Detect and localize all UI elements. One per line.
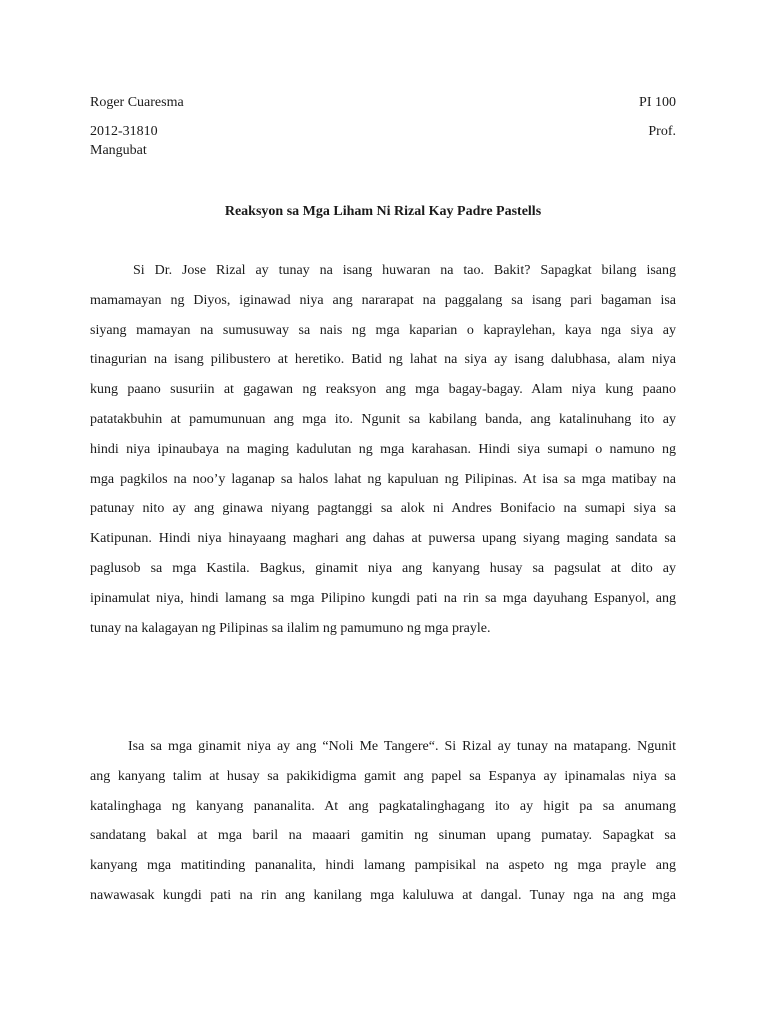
header-row-1 [90, 95, 676, 111]
student-number: 2012-31810 [90, 124, 158, 139]
paragraph-line: sandatang bakal at mga baril na maaari gamitin ng sinuman upang pumatay. Sapagkat sa [90, 828, 676, 844]
paragraph-2 [90, 732, 676, 911]
paragraph-line: mga pagkilos na noo’y laganap sa halos lahat ng kapuluan ng Pilipinas. At isa sa mga matibay na [90, 471, 676, 487]
paragraph-line: patunay nito ay ang ginawa niyang pagtanggi sa alok ni Andres Bonifacio na sumapi siya sa [90, 501, 676, 517]
paragraph-line: kung paano susuriin at gagawan ng reaksyon ang mga bagay-bagay. Alam niya kung paano [90, 382, 676, 398]
paragraph-line: kanyang mga matitinding pananalita, hindi lamang pampisikal na aspeto ng mga prayle ang [90, 858, 676, 874]
paragraph-line: nawawasak kungdi pati na rin ang kanilang mga kaluluwa at dangal. Tunay nga na ang mga [90, 887, 676, 903]
paragraph-line: ang kanyang talim at husay sa pakikidigma gamit ang papel sa Espanya ay ipinamalas niya sa [90, 768, 676, 784]
instructor-name: Mangubat [90, 143, 147, 158]
header-row-2 [90, 124, 676, 140]
paragraph-line: tunay na kalagayan ng Pilipinas sa ilalim ng pamumuno ng mga prayle. [90, 620, 491, 636]
paragraph-line: Isa sa mga ginamit niya ay ang “Noli Me Tangere“. Si Rizal ay tunay na matapang. Ngunit [128, 739, 676, 754]
course-code: PI 100 [639, 95, 676, 110]
paragraph-line: patatakbuhin at pamumunuan ang mga ito. Ngunit sa kabilang banda, ang katalinuhang ito ay [90, 411, 676, 427]
paragraph-line: tinagurian na isang pilibustero at heretiko. Batid ng lahat na siya ay isang dalubhasa, alam niya [90, 352, 676, 368]
paragraph-line: ipinamulat niya, hindi lamang sa mga Pilipino kungdi pati na rin sa mga dayuhang Espanyol, ang [90, 590, 676, 606]
paragraph-line: hindi niya ipinaubaya na maging kadulutan ng mga karahasan. Hindi siya sumapi o namuno ng [90, 441, 676, 457]
document-title: Reaksyon sa Mga Liham Ni Rizal Kay Padre Pastells [224, 204, 542, 219]
instructor-prefix: Prof. [648, 124, 676, 139]
paragraph-line: siyang mamayan na sumusuway sa nais ng mga kaparian o kapraylehan, kaya nga siya ay [90, 322, 676, 338]
author-name: Roger Cuaresma [90, 95, 184, 110]
paragraph-line: Katipunan. Hindi niya hinayaang maghari ang dahas at puwersa upang siyang maging sandata sa [90, 531, 676, 547]
paragraph-line: paglusob sa mga Kastila. Bagkus, ginamit niya ang kanyang husay sa pagsulat at dito ay [90, 560, 676, 576]
paragraph-1 [90, 256, 676, 643]
paragraph-line: katalinghaga ng kanyang pananalita. At ang pagkatalinghagang ito ay higit pa sa anumang [90, 798, 676, 814]
paragraph-line: mamamayan ng Diyos, iginawad niya ang nararapat na paggalang sa isang pari bagaman isa [90, 292, 676, 308]
paragraph-line: Si Dr. Jose Rizal ay tunay na isang huwaran na tao. Bakit? Sapagkat bilang isang [133, 263, 676, 278]
